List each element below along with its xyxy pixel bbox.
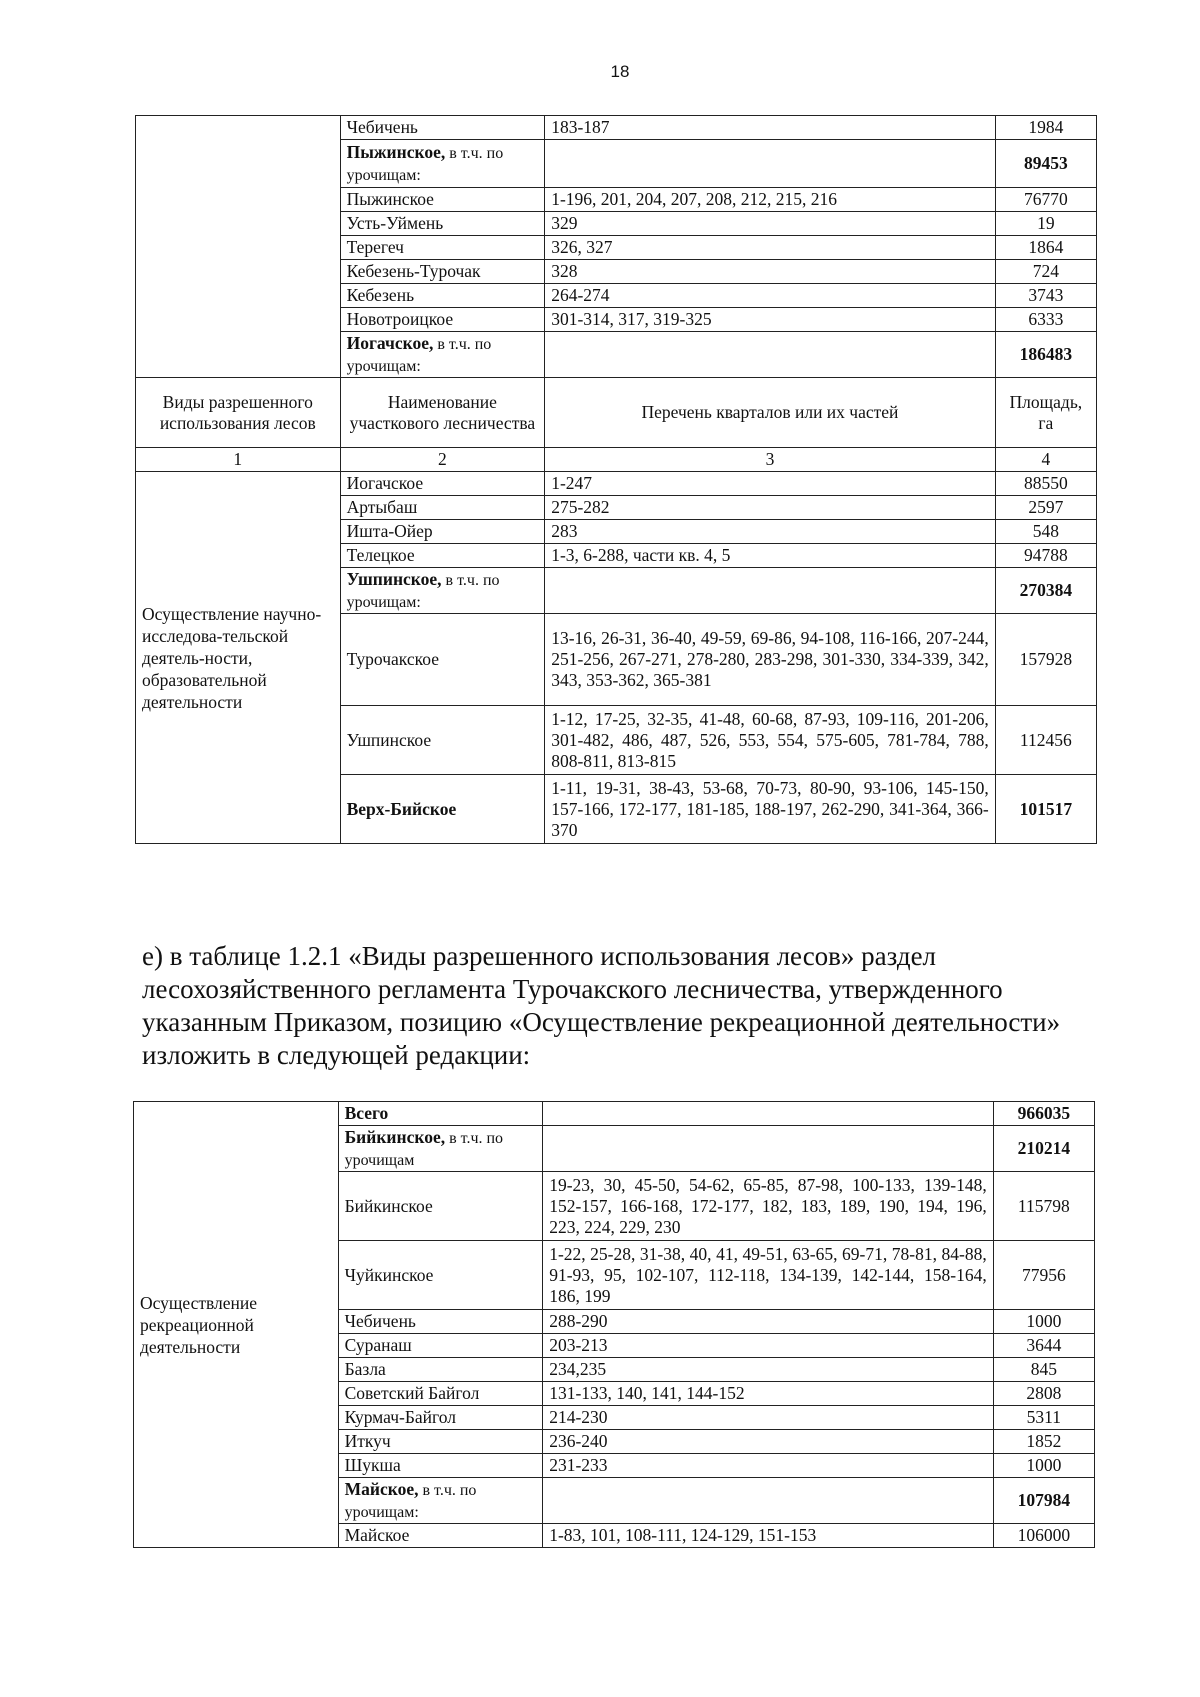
- area-value: 5311: [993, 1406, 1094, 1430]
- area-value: 845: [993, 1358, 1094, 1382]
- forestry-name: [340, 140, 545, 188]
- area-value: 270384: [995, 568, 1096, 614]
- column-number: 1: [136, 448, 341, 472]
- quarters-list: [545, 140, 996, 188]
- quarters-list: [543, 1126, 994, 1172]
- recreation-table: [133, 1101, 1095, 1548]
- forestry-name: [338, 1478, 543, 1524]
- forestry-name: Усть-Уймень: [340, 212, 545, 236]
- table-row: [134, 1102, 1095, 1126]
- quarters-list: 283: [545, 520, 996, 544]
- area-value: 106000: [993, 1524, 1094, 1548]
- forestry-name: Турочакское: [340, 614, 545, 706]
- quarters-list: [545, 568, 996, 614]
- quarters-list: 183-187: [545, 116, 996, 140]
- forestry-name-suffix: в т.ч. по урочищам: [344, 1129, 504, 1169]
- forestry-name: [338, 1126, 543, 1172]
- forestry-name: Базла: [338, 1358, 543, 1382]
- area-value: 2808: [993, 1382, 1094, 1406]
- area-value: 76770: [995, 188, 1096, 212]
- column-number: 4: [995, 448, 1096, 472]
- column-number-row: [136, 448, 1097, 472]
- quarters-list: 1-3, 6-288, части кв. 4, 5: [545, 544, 996, 568]
- area-value: 1000: [993, 1454, 1094, 1478]
- table-row: [136, 116, 1097, 140]
- use-type-category-label: Осуществление рекреационной деятельности: [140, 1292, 258, 1357]
- area-value: 112456: [995, 706, 1096, 775]
- quarters-list: 231-233: [543, 1454, 994, 1478]
- column-number: 2: [340, 448, 545, 472]
- area-value: 88550: [995, 472, 1096, 496]
- table-row: [136, 472, 1097, 496]
- forestry-name-suffix: в т.ч. по урочищам:: [346, 335, 492, 375]
- area-value: 1000: [993, 1310, 1094, 1334]
- quarters-list: 1-22, 25-28, 31-38, 40, 41, 49-51, 63-65, 69-71, 78-81, 84-88, 91-93, 95, 102-107, 112-118, 134-139, 142-144, 158-164, 186, 199: [543, 1241, 994, 1310]
- forestry-name: Ишта-Ойер: [340, 520, 545, 544]
- empty-category-cell: [136, 116, 341, 378]
- quarters-list: [543, 1102, 994, 1126]
- quarters-list: 236-240: [543, 1430, 994, 1454]
- area-value: 157928: [995, 614, 1096, 706]
- forestry-name: Иогачское: [340, 472, 545, 496]
- use-type-category: [134, 1102, 339, 1548]
- forestry-name: Бийкинское: [338, 1172, 543, 1241]
- area-value: 548: [995, 520, 1096, 544]
- header-area: Площадь, га: [995, 378, 1096, 448]
- page-number: 18: [610, 62, 630, 81]
- area-value: 107984: [993, 1478, 1094, 1524]
- area-value: 3644: [993, 1334, 1094, 1358]
- quarters-list: 203-213: [543, 1334, 994, 1358]
- forestry-name: Суранаш: [338, 1334, 543, 1358]
- quarters-list: [545, 332, 996, 378]
- forestry-name: Чебичень: [340, 116, 545, 140]
- forestry-name-suffix: в т.ч. по урочищам:: [346, 571, 500, 611]
- area-value: 77956: [993, 1241, 1094, 1310]
- forestry-name: Телецкое: [340, 544, 545, 568]
- quarters-list: 275-282: [545, 496, 996, 520]
- table-header-row: [136, 378, 1097, 448]
- forestry-name: [340, 568, 545, 614]
- forestry-name: Пыжинское: [340, 188, 545, 212]
- quarters-list: 214-230: [543, 1406, 994, 1430]
- forestry-name: Терегеч: [340, 236, 545, 260]
- quarters-list: 288-290: [543, 1310, 994, 1334]
- forestry-name: Кебезень: [340, 284, 545, 308]
- header-quarters: Перечень кварталов или их частей: [545, 378, 996, 448]
- forestry-name: Шукша: [338, 1454, 543, 1478]
- quarters-list: 1-11, 19-31, 38-43, 53-68, 70-73, 80-90, 93-106, 145-150, 157-166, 172-177, 181-185, 188-197, 262-290, 341-364, 366-370: [545, 775, 996, 844]
- quarters-list: 1-247: [545, 472, 996, 496]
- forestry-name: Всего: [338, 1102, 543, 1126]
- quarters-list: 329: [545, 212, 996, 236]
- area-value: 89453: [995, 140, 1096, 188]
- forestry-name: Верх-Бийское: [340, 775, 545, 844]
- quarters-list: 19-23, 30, 45-50, 54-62, 65-85, 87-98, 100-133, 139-148, 152-157, 166-168, 172-177, 182, 183, 189, 190, 194, 196, 223, 224, 229, 230: [543, 1172, 994, 1241]
- forestry-name: [340, 332, 545, 378]
- quarters-list: 326, 327: [545, 236, 996, 260]
- quarters-list: 131-133, 140, 141, 144-152: [543, 1382, 994, 1406]
- forestry-name-main: Пыжинское,: [346, 141, 446, 162]
- forestry-name: Новотроицкое: [340, 308, 545, 332]
- header-forestry-name: Наименование участкового лесничества: [340, 378, 545, 448]
- forestry-name: Советский Байгол: [338, 1382, 543, 1406]
- forestry-name: Курмач-Байгол: [338, 1406, 543, 1430]
- area-value: 94788: [995, 544, 1096, 568]
- forestry-name: Иткуч: [338, 1430, 543, 1454]
- forest-use-table-continued: [135, 115, 1097, 844]
- area-value: 210214: [993, 1126, 1094, 1172]
- column-number: 3: [545, 448, 996, 472]
- area-value: 966035: [993, 1102, 1094, 1126]
- area-value: 724: [995, 260, 1096, 284]
- quarters-list: 264-274: [545, 284, 996, 308]
- forestry-name-main: Ушпинское,: [346, 568, 442, 589]
- forestry-name: Кебезень-Турочак: [340, 260, 545, 284]
- area-value: 2597: [995, 496, 1096, 520]
- area-value: 6333: [995, 308, 1096, 332]
- use-type-category: Осуществление научно-исследова-тельской деятель-ности, образовательной деятельности: [136, 472, 341, 844]
- quarters-list: 1-83, 101, 108-111, 124-129, 151-153: [543, 1524, 994, 1548]
- forestry-name: Майское: [338, 1524, 543, 1548]
- forestry-name-suffix: в т.ч. по урочищам:: [346, 144, 504, 184]
- area-value: 1864: [995, 236, 1096, 260]
- forestry-name: Ушпинское: [340, 706, 545, 775]
- header-use-type: Виды разрешенного использования лесов: [136, 378, 341, 448]
- forestry-name-main: Бийкинское,: [344, 1126, 446, 1147]
- area-value: 3743: [995, 284, 1096, 308]
- quarters-list: 1-12, 17-25, 32-35, 41-48, 60-68, 87-93, 109-116, 201-206, 301-482, 486, 487, 526, 553, 554, 575-605, 781-784, 788, 808-811, 813-815: [545, 706, 996, 775]
- area-value: 1852: [993, 1430, 1094, 1454]
- quarters-list: 1-196, 201, 204, 207, 208, 212, 215, 216: [545, 188, 996, 212]
- forestry-name-main: Иогачское,: [346, 332, 434, 353]
- quarters-list: 13-16, 26-31, 36-40, 49-59, 69-86, 94-108, 116-166, 207-244, 251-256, 267-271, 278-280, 283-298, 301-330, 334-339, 342, 343, 353-362, 365-381: [545, 614, 996, 706]
- area-value: 115798: [993, 1172, 1094, 1241]
- area-value: 186483: [995, 332, 1096, 378]
- quarters-list: 234,235: [543, 1358, 994, 1382]
- forestry-name: Артыбаш: [340, 496, 545, 520]
- quarters-list: 301-314, 317, 319-325: [545, 308, 996, 332]
- amendment-paragraph: е) в таблице 1.2.1 «Виды разрешенного использования лесов» раздел лесохозяйственного регламента Турочакского лесничества, утвержденного указанным Приказом, позицию «Осуществление рекреационной деятельности» изложить в следующей редакции:: [142, 941, 1061, 1070]
- forestry-name-suffix: в т.ч. по урочищам:: [344, 1481, 477, 1521]
- quarters-list: 328: [545, 260, 996, 284]
- quarters-list: [543, 1478, 994, 1524]
- forestry-name: Чуйкинское: [338, 1241, 543, 1310]
- area-value: 19: [995, 212, 1096, 236]
- forestry-name: Чебичень: [338, 1310, 543, 1334]
- area-value: 101517: [995, 775, 1096, 844]
- area-value: 1984: [995, 116, 1096, 140]
- forestry-name-main: Майское,: [344, 1478, 419, 1499]
